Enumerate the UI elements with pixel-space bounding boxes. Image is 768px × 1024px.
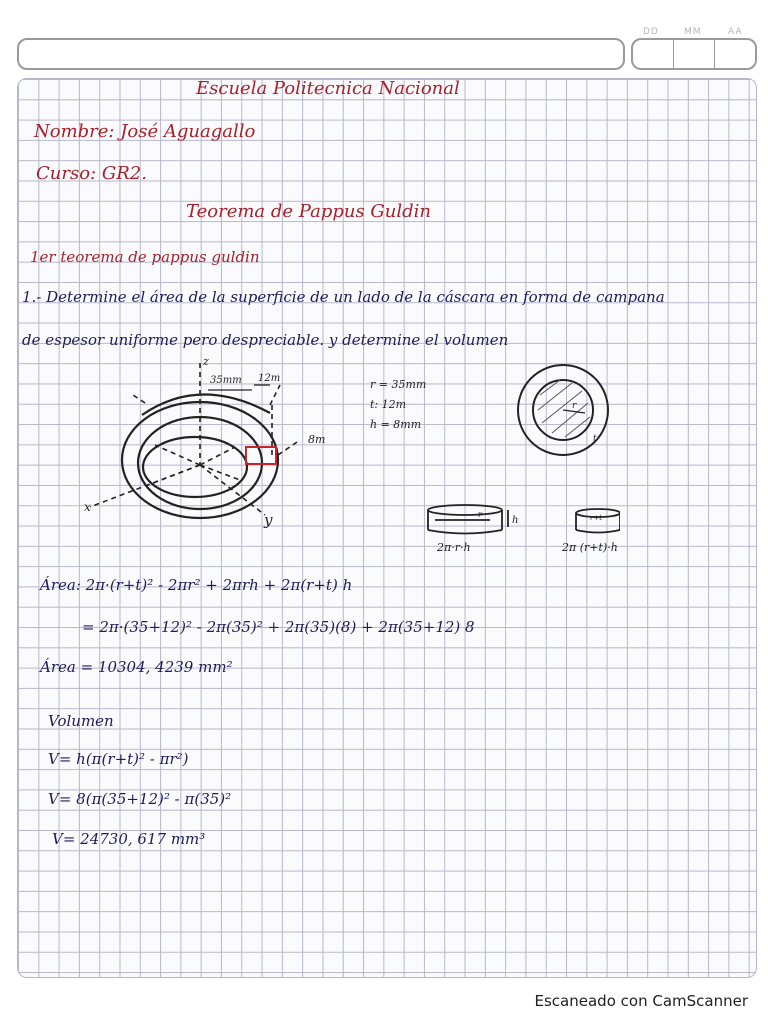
area-substitution: = 2π·(35+12)² - 2π(35)² + 2π(35)(8) + 2π(35+12) 8	[82, 618, 475, 636]
ring-top-edge	[142, 394, 270, 415]
school-name: Escuela Politecnica Nacional	[196, 78, 460, 99]
subject-title: Teorema de Pappus Guldin	[186, 201, 432, 222]
given-r: r = 35mm	[370, 378, 427, 391]
dim-h-label: 8m	[308, 433, 326, 446]
volume-result: V= 24730, 617 mm³	[52, 830, 206, 848]
date-month-label: MM	[684, 27, 702, 37]
torus-diagram	[60, 355, 620, 570]
inner-circle-hatching	[538, 380, 590, 437]
student-name: Nombre: José Aguagallo	[34, 121, 256, 142]
given-t: t: 12m	[370, 398, 407, 411]
z-label: z	[203, 355, 209, 368]
cylinder-1-h-mark: h	[512, 515, 519, 526]
volume-label: Volumen	[48, 712, 114, 730]
caption-lateral-inner: 2π·r·h	[437, 541, 471, 554]
date-box	[631, 38, 757, 70]
header-line	[17, 38, 625, 70]
dim-r-label: 35mm	[210, 375, 242, 386]
volume-formula: V= h(π(r+t)² - πr²)	[48, 750, 189, 768]
volume-substitution: V= 8(π(35+12)² - π(35)²	[48, 790, 232, 808]
circle-t-mark: t	[593, 434, 597, 444]
circle-r-mark: r	[572, 401, 577, 411]
dim-t-label: 12m	[258, 373, 281, 384]
given-h: h = 8mm	[370, 418, 422, 431]
date-day-label: DD	[643, 27, 659, 37]
x-label: x	[84, 500, 91, 514]
problem-line-1: 1.- Determine el área de la superficie de un lado de la cáscara en forma de campana	[22, 288, 665, 306]
cylinder-2-rt-mark: r+t	[590, 514, 603, 522]
course: Curso: GR2.	[36, 163, 147, 184]
problem-line-2: de espesor uniforme pero despreciable. y determine el volumen	[22, 331, 509, 349]
area-result: Área = 10304, 4239 mm²	[40, 658, 233, 676]
y-label: y	[264, 511, 273, 529]
scanner-watermark: Escaneado con CamScanner	[534, 992, 748, 1010]
cylinder-1-top	[428, 505, 502, 515]
cylinder-1-r-mark: r	[478, 510, 482, 519]
section-title: 1er teorema de pappus guldin	[30, 248, 260, 266]
date-year-label: AA	[728, 27, 743, 37]
area-formula: Área: 2π·(r+t)² - 2πr² + 2πrh + 2π(r+t) h	[40, 576, 353, 594]
caption-lateral-outer: 2π (r+t)·h	[562, 541, 618, 554]
